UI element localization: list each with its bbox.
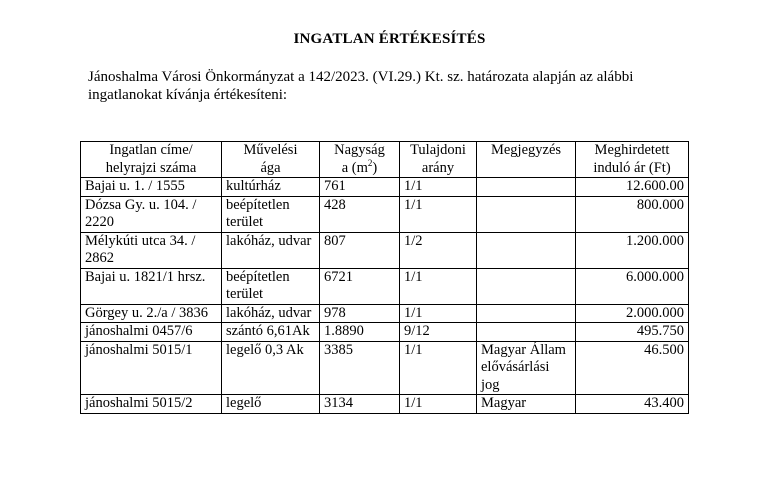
cell-price: 6.000.000 bbox=[576, 268, 689, 304]
table-header-row bbox=[81, 142, 689, 178]
header-size: Nagyság a $(m^2)$ bbox=[320, 142, 400, 178]
table-row bbox=[81, 196, 689, 232]
header-cultivation: Művelési ága bbox=[222, 142, 320, 178]
property-table bbox=[80, 141, 689, 414]
cell-note bbox=[477, 304, 576, 323]
cell-price: 2.000.000 bbox=[576, 304, 689, 323]
cell-size: 761 bbox=[320, 178, 400, 197]
cell-note bbox=[477, 268, 576, 304]
table-row bbox=[81, 341, 689, 395]
cell-size: 1.8890 bbox=[320, 323, 400, 342]
cell-ownership: 9/12 bbox=[400, 323, 477, 342]
cell-note bbox=[477, 178, 576, 197]
cell-address: Görgey u. 2./a / 3836 bbox=[81, 304, 222, 323]
table-row bbox=[81, 395, 689, 414]
cell-address: jánoshalmi 5015/2 bbox=[81, 395, 222, 414]
document-title: INGATLAN ÉRTÉKESÍTÉS bbox=[293, 31, 486, 47]
cell-price: 1.200.000 bbox=[576, 232, 689, 268]
cell-cultivation: beépítetlen terület bbox=[222, 196, 320, 232]
intro-paragraph: Jánoshalma Városi Önkormányzat a 142/2023. (VI.29.) Kt. sz. határozata alapján az alábbi ingatlanokat kívánja értékesíteni: bbox=[88, 69, 634, 103]
cell-ownership: 1/2 bbox=[400, 232, 477, 268]
cell-address: Dózsa Gy. u. 104. / 2220 bbox=[81, 196, 222, 232]
cell-cultivation: legelő 0,3 Ak bbox=[222, 341, 320, 395]
header-note: Megjegyzés bbox=[477, 142, 576, 178]
header-price: Meghirdetett induló ár (Ft) bbox=[576, 142, 689, 178]
cell-note: Magyar Állam elővásárlási jog bbox=[477, 341, 576, 395]
cell-ownership: 1/1 bbox=[400, 268, 477, 304]
table-row bbox=[81, 232, 689, 268]
table-row bbox=[81, 268, 689, 304]
cell-ownership: 1/1 bbox=[400, 341, 477, 395]
cell-size: 3134 bbox=[320, 395, 400, 414]
cell-ownership: 1/1 bbox=[400, 395, 477, 414]
cell-ownership: 1/1 bbox=[400, 178, 477, 197]
cell-note bbox=[477, 323, 576, 342]
cell-price: 43.400 bbox=[576, 395, 689, 414]
cell-note bbox=[477, 196, 576, 232]
cell-cultivation: szántó 6,61Ak bbox=[222, 323, 320, 342]
cell-size: 6721 bbox=[320, 268, 400, 304]
cell-size: 428 bbox=[320, 196, 400, 232]
table-row bbox=[81, 323, 689, 342]
table-row bbox=[81, 304, 689, 323]
cell-cultivation: beépítetlen terület bbox=[222, 268, 320, 304]
cell-size: 807 bbox=[320, 232, 400, 268]
cell-ownership: 1/1 bbox=[400, 304, 477, 323]
cell-cultivation: kultúrház bbox=[222, 178, 320, 197]
cell-price: 46.500 bbox=[576, 341, 689, 395]
cell-price: 495.750 bbox=[576, 323, 689, 342]
cell-address: Bajai u. 1821/1 hrsz. bbox=[81, 268, 222, 304]
cell-price: 12.600.00 bbox=[576, 178, 689, 197]
cell-address: Bajai u. 1. / 1555 bbox=[81, 178, 222, 197]
cell-address: Mélykúti utca 34. / 2862 bbox=[81, 232, 222, 268]
header-address: Ingatlan címe/ helyrajzi száma bbox=[81, 142, 222, 178]
cell-note bbox=[477, 232, 576, 268]
cell-address: jánoshalmi 0457/6 bbox=[81, 323, 222, 342]
cell-ownership: 1/1 bbox=[400, 196, 477, 232]
cell-note: Magyar bbox=[477, 395, 576, 414]
cell-cultivation: lakóház, udvar bbox=[222, 304, 320, 323]
cell-cultivation: lakóház, udvar bbox=[222, 232, 320, 268]
cell-size: 3385 bbox=[320, 341, 400, 395]
table-row bbox=[81, 178, 689, 197]
header-ownership: Tulajdoni arány bbox=[400, 142, 477, 178]
cell-cultivation: legelő bbox=[222, 395, 320, 414]
cell-address: jánoshalmi 5015/1 bbox=[81, 341, 222, 395]
cell-price: 800.000 bbox=[576, 196, 689, 232]
cell-size: 978 bbox=[320, 304, 400, 323]
